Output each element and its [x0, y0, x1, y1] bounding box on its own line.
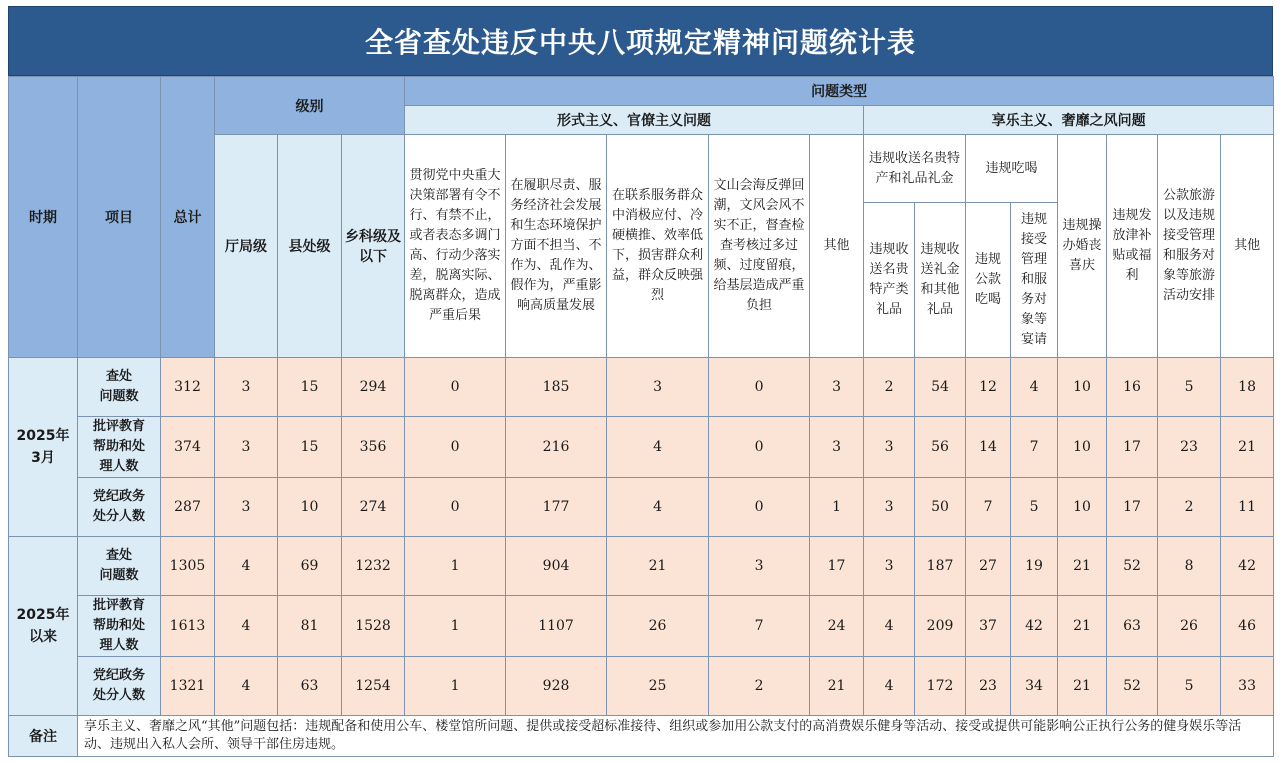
cell: 2 [864, 358, 915, 417]
cell: 4 [864, 657, 915, 716]
cell: 50 [915, 478, 966, 537]
cell: 356 [342, 417, 405, 478]
cell: 3 [607, 358, 709, 417]
cell: 4 [215, 596, 278, 657]
cell: 177 [506, 478, 607, 537]
cell: 187 [915, 537, 966, 596]
cell: 52 [1107, 657, 1158, 716]
cell: 3 [215, 358, 278, 417]
header-gift-2: 违规收送礼金和其他礼品 [915, 203, 966, 358]
cell: 0 [709, 478, 810, 537]
cell: 46 [1221, 596, 1274, 657]
header-formalism-4: 文山会海反弹回潮，文风会风不实不正，督查检查考核过多过频、过度留痕，给基层造成严重负担 [709, 135, 810, 358]
cell: 1305 [161, 537, 215, 596]
cell: 274 [342, 478, 405, 537]
cell: 52 [1107, 537, 1158, 596]
header-formalism-2: 在履职尽责、服务经济社会发展和生态环境保护方面不担当、不作为、乱作为、假作为，严重影响高质量发展 [506, 135, 607, 358]
cell: 1321 [161, 657, 215, 716]
header-hedonism-other: 其他 [1221, 135, 1274, 358]
cell: 17 [810, 537, 864, 596]
stats-sheet [8, 6, 1273, 758]
table-row [9, 478, 1274, 537]
page-title: 全省查处违反中央八项规定精神问题统计表 [8, 6, 1273, 76]
cell: 24 [810, 596, 864, 657]
cell: 17 [1107, 478, 1158, 537]
item-label: 批评教育 帮助和处 理人数 [78, 596, 161, 657]
cell: 63 [1107, 596, 1158, 657]
cell: 928 [506, 657, 607, 716]
cell: 216 [506, 417, 607, 478]
note-text: 享乐主义、奢靡之风“其他”问题包括：违规配备和使用公车、楼堂馆所问题、提供或接受超标准接待、组织或参加用公款支付的高消费娱乐健身等活动、接受或提供可能影响公正执行公务的健身娱乐等活动、违规出入私人会所、领导干部住房违规。 [78, 716, 1274, 757]
cell: 34 [1011, 657, 1058, 716]
item-label: 查处 问题数 [78, 537, 161, 596]
stats-table [8, 76, 1274, 757]
header-item: 项目 [78, 77, 161, 358]
cell: 1 [405, 657, 506, 716]
header-eat-group: 违规吃喝 [966, 135, 1058, 203]
item-label: 党纪政务 处分人数 [78, 657, 161, 716]
cell: 3 [864, 537, 915, 596]
cell: 0 [405, 417, 506, 478]
cell: 3 [810, 358, 864, 417]
cell: 33 [1221, 657, 1274, 716]
item-label: 查处 问题数 [78, 358, 161, 417]
header-subsidy: 违规发放津补贴或福利 [1107, 135, 1158, 358]
cell: 10 [278, 478, 342, 537]
cell: 5 [1011, 478, 1058, 537]
header-travel: 公款旅游以及违规接受管理和服务对象等旅游活动安排 [1158, 135, 1221, 358]
cell: 1528 [342, 596, 405, 657]
cell: 15 [278, 358, 342, 417]
cell: 14 [966, 417, 1011, 478]
header-total: 总计 [161, 77, 215, 358]
cell: 312 [161, 358, 215, 417]
cell: 1 [405, 537, 506, 596]
cell: 26 [607, 596, 709, 657]
cell: 374 [161, 417, 215, 478]
cell: 7 [966, 478, 1011, 537]
cell: 185 [506, 358, 607, 417]
cell: 23 [1158, 417, 1221, 478]
cell: 81 [278, 596, 342, 657]
cell: 21 [810, 657, 864, 716]
header-period: 时期 [9, 77, 78, 358]
cell: 1 [810, 478, 864, 537]
cell: 21 [1221, 417, 1274, 478]
cell: 1254 [342, 657, 405, 716]
header-eat-1: 违规公款吃喝 [966, 203, 1011, 358]
cell: 21 [1058, 537, 1107, 596]
cell: 172 [915, 657, 966, 716]
period-label: 2025年 以来 [9, 537, 78, 716]
cell: 3 [864, 417, 915, 478]
cell: 4 [607, 478, 709, 537]
cell: 0 [709, 417, 810, 478]
table-row [9, 417, 1274, 478]
table-row [9, 358, 1274, 417]
cell: 0 [405, 478, 506, 537]
item-label: 党纪政务 处分人数 [78, 478, 161, 537]
cell: 1232 [342, 537, 405, 596]
cell: 37 [966, 596, 1011, 657]
header-eat-2: 违规接受管理和服务对象等宴请 [1011, 203, 1058, 358]
cell: 25 [607, 657, 709, 716]
cell: 2 [709, 657, 810, 716]
cell: 54 [915, 358, 966, 417]
header-formalism-3: 在联系服务群众中消极应付、冷硬横推、效率低下，损害群众利益，群众反映强烈 [607, 135, 709, 358]
header-problem-type: 问题类型 [405, 77, 1274, 106]
cell: 0 [405, 358, 506, 417]
cell: 4 [215, 657, 278, 716]
header-formalism: 形式主义、官僚主义问题 [405, 106, 864, 135]
item-label: 批评教育 帮助和处 理人数 [78, 417, 161, 478]
cell: 21 [607, 537, 709, 596]
cell: 294 [342, 358, 405, 417]
cell: 42 [1011, 596, 1058, 657]
cell: 1 [405, 596, 506, 657]
header-level-ting: 厅局级 [215, 135, 278, 358]
cell: 19 [1011, 537, 1058, 596]
cell: 23 [966, 657, 1011, 716]
cell: 11 [1221, 478, 1274, 537]
cell: 4 [1011, 358, 1058, 417]
cell: 21 [1058, 657, 1107, 716]
table-row [9, 596, 1274, 657]
cell: 3 [215, 417, 278, 478]
cell: 4 [215, 537, 278, 596]
cell: 27 [966, 537, 1011, 596]
cell: 3 [810, 417, 864, 478]
header-hedonism: 享乐主义、奢靡之风问题 [864, 106, 1274, 135]
cell: 4 [864, 596, 915, 657]
cell: 56 [915, 417, 966, 478]
header-level-xian: 县处级 [278, 135, 342, 358]
cell: 3 [864, 478, 915, 537]
cell: 5 [1158, 358, 1221, 417]
cell: 16 [1107, 358, 1158, 417]
cell: 63 [278, 657, 342, 716]
cell: 2 [1158, 478, 1221, 537]
period-label: 2025年 3月 [9, 358, 78, 537]
cell: 7 [709, 596, 810, 657]
header-level: 级别 [215, 77, 405, 135]
cell: 15 [278, 417, 342, 478]
cell: 42 [1221, 537, 1274, 596]
table-row [9, 537, 1274, 596]
cell: 7 [1011, 417, 1058, 478]
header-wedding: 违规操办婚丧喜庆 [1058, 135, 1107, 358]
cell: 209 [915, 596, 966, 657]
cell: 10 [1058, 478, 1107, 537]
table-row [9, 657, 1274, 716]
note-label: 备注 [9, 716, 78, 757]
header-gift-group: 违规收送名贵特产和礼品礼金 [864, 135, 966, 203]
header-level-xiang: 乡科级及以下 [342, 135, 405, 358]
cell: 5 [1158, 657, 1221, 716]
cell: 17 [1107, 417, 1158, 478]
header-formalism-other: 其他 [810, 135, 864, 358]
cell: 1107 [506, 596, 607, 657]
cell: 8 [1158, 537, 1221, 596]
header-gift-1: 违规收送名贵特产类礼品 [864, 203, 915, 358]
cell: 12 [966, 358, 1011, 417]
cell: 3 [215, 478, 278, 537]
cell: 10 [1058, 358, 1107, 417]
header-formalism-1: 贯彻党中央重大决策部署有令不行、有禁不止，或者表态多调门高、行动少落实差，脱离实际、脱离群众，造成严重后果 [405, 135, 506, 358]
cell: 21 [1058, 596, 1107, 657]
cell: 18 [1221, 358, 1274, 417]
cell: 904 [506, 537, 607, 596]
cell: 1613 [161, 596, 215, 657]
cell: 4 [607, 417, 709, 478]
cell: 26 [1158, 596, 1221, 657]
cell: 3 [709, 537, 810, 596]
cell: 10 [1058, 417, 1107, 478]
cell: 287 [161, 478, 215, 537]
cell: 0 [709, 358, 810, 417]
cell: 69 [278, 537, 342, 596]
note-row [9, 716, 1274, 757]
